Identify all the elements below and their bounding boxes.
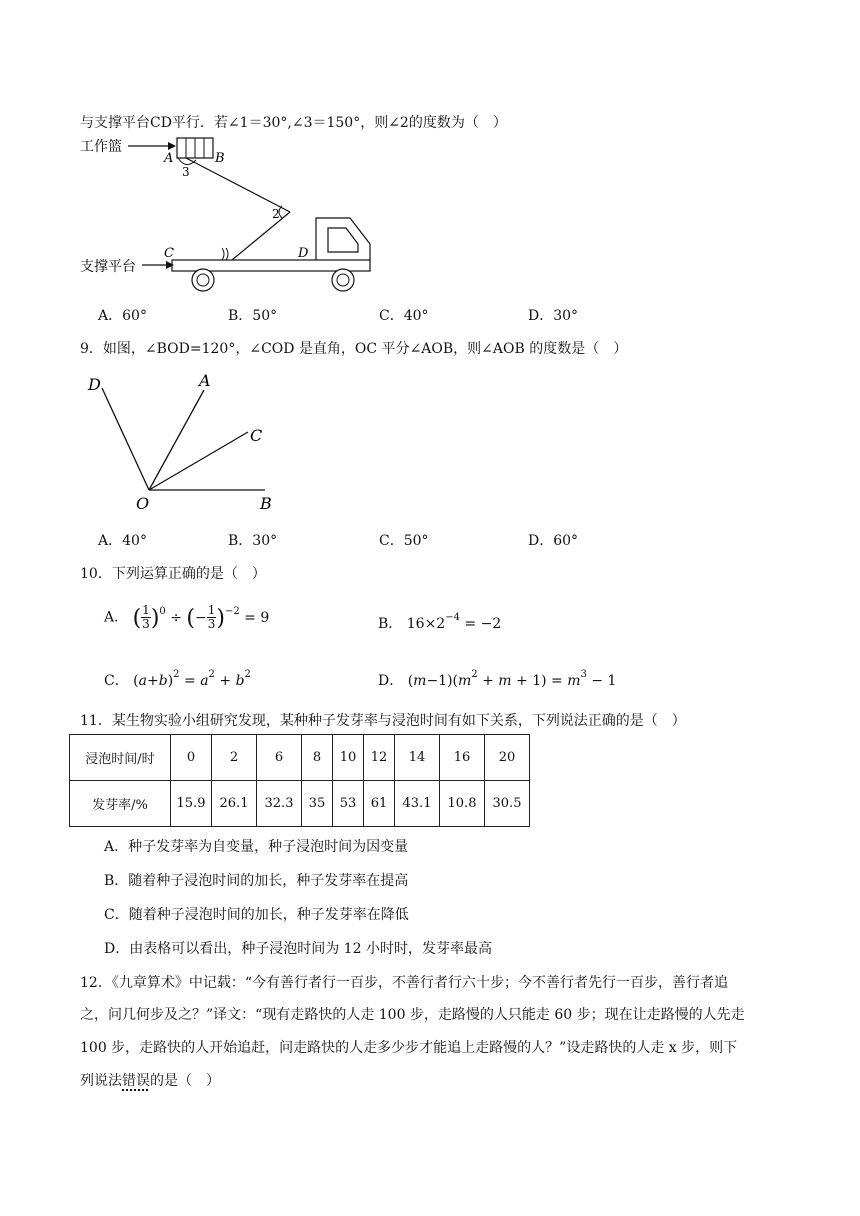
angle-2: 2 <box>272 207 280 221</box>
q8-option-D-letter: D． <box>528 308 554 324</box>
table-cell: 8 <box>302 735 333 781</box>
table-header-cell: 浸泡时间/时 <box>70 735 171 781</box>
table-cell: 6 <box>257 735 302 781</box>
q9-option-B-letter: B． <box>228 533 253 549</box>
q10-option-B-expr: $16\times 2^{-4} = -2$ <box>406 612 502 632</box>
table-cell: 30.5 <box>485 781 530 827</box>
q10-option-D-letter: D． <box>378 673 404 689</box>
q12-line-4 <box>80 1070 220 1090</box>
table-cell: 61 <box>364 781 395 827</box>
q11-stem: 11．某生物实验小组研究发现，某种种子发芽率与浸泡时间有如下关系，下列说法正确的是（ ） <box>80 713 686 729</box>
table-row <box>70 735 530 781</box>
point-C: C <box>164 246 174 261</box>
q10-option-A-letter: A． <box>104 609 129 626</box>
point-A: A <box>164 151 174 166</box>
q10-option-D <box>378 669 616 690</box>
q10-option-B-letter: B． <box>378 616 403 632</box>
table-cell: 26.1 <box>212 781 257 827</box>
q12-line-1: 12．《九章算术》中记载：“今有善行者行一百步，不善行者行六十步；今不善行者先行一百步，善行者追 <box>80 975 728 991</box>
q8-option-C-letter: C． <box>379 308 404 324</box>
q12-emphasis-wrong: 错误 <box>122 1073 150 1089</box>
q11-option-D: D．由表格可以看出，种子浸泡时间为 12 小时时，发芽率最高 <box>104 941 492 957</box>
table-row <box>70 781 530 827</box>
table-cell: 35 <box>302 781 333 827</box>
q9-option-C-value: 50° <box>403 533 429 549</box>
q8-option-C-value: 40° <box>403 308 429 324</box>
table-cell: 32.3 <box>257 781 302 827</box>
q8-option-B-value: 50° <box>252 308 278 324</box>
table-cell: 2 <box>212 735 257 781</box>
q12-line-2: 之，问几何步及之？”译文：“现有走路快的人走 100 步，走路慢的人只能走 60 步；现在让走路慢的人先走 <box>80 1007 745 1023</box>
q11-option-A: A．种子发芽率为自变量，种子浸泡时间为因变量 <box>104 839 409 855</box>
table-cell: 53 <box>333 781 364 827</box>
q11-option-C: C．随着种子浸泡时间的加长，种子发芽率在降低 <box>104 907 409 923</box>
q11-option-B: B．随着种子浸泡时间的加长，种子发芽率在提高 <box>104 873 409 889</box>
q10-option-C <box>104 669 251 690</box>
point-O: O <box>136 494 150 513</box>
table-cell: 20 <box>485 735 530 781</box>
table-cell: 10.8 <box>440 781 485 827</box>
q10-option-C-expr: $(a+b)^2 = a^2 + b^2$ <box>133 669 251 689</box>
q10-option-A <box>104 604 269 644</box>
point-D: D <box>298 246 309 261</box>
point-D: D <box>88 375 101 394</box>
label-platform: 支撑平台 <box>80 259 136 275</box>
point-C: C <box>250 426 263 445</box>
table-cell: 10 <box>333 735 364 781</box>
label-basket: 工作篮 <box>80 140 122 155</box>
q8-option-B-letter: B． <box>228 308 253 324</box>
q8-stem: 与支撑平台CD平行．若∠1＝30°,∠3＝150°，则∠2的度数为（ ） <box>80 115 507 131</box>
q12-line-3: 100 步，走路快的人开始追赶，问走路快的人走多少步才能追上走路慢的人？”设走路快的人走 x 步，则下 <box>80 1040 738 1056</box>
point-B: B <box>260 494 272 513</box>
q10-option-D-expr: $(m-1)(m^2 + m + 1) = m^3 - 1$ <box>407 669 617 689</box>
q8-option-A-value: 60° <box>122 308 147 324</box>
q9-figure <box>80 368 300 518</box>
q10-option-B <box>378 612 501 633</box>
angle-3: 3 <box>182 165 190 179</box>
q10-option-A-expr: ( $\frac{1}{3}$ )$^0$ ÷ (− $\frac{1}{3}$ )$^{-2}$ = 9 <box>132 603 270 631</box>
q9-option-B-value: 30° <box>252 533 278 549</box>
table-cell: 43.1 <box>395 781 440 827</box>
q8-figure <box>76 134 396 294</box>
q8-option-D-value: 30° <box>553 308 579 324</box>
q9-option-C-letter: C． <box>379 533 404 549</box>
q9-stem: 9．如图，∠BOD=120°，∠COD 是直角，OC 平分∠AOB，则∠AOB 的度数是（ ） <box>80 341 628 357</box>
q11-data-table <box>69 734 530 827</box>
q9-option-D-value: 60° <box>553 533 579 549</box>
point-A: A <box>199 371 211 390</box>
q10-stem: 10．下列运算正确的是（ ） <box>80 566 266 582</box>
q12-line-4-prefix: 列说法 <box>80 1073 122 1089</box>
q12-line-4-suffix: 的是（ ） <box>150 1073 220 1089</box>
table-cell: 12 <box>364 735 395 781</box>
q9-option-A-letter: A． <box>98 533 123 549</box>
q8-option-A-letter: A． <box>98 308 123 324</box>
q9-option-D-letter: D． <box>528 533 554 549</box>
table-cell: 16 <box>440 735 485 781</box>
q9-option-A-value: 40° <box>122 533 147 549</box>
point-B: B <box>215 151 225 166</box>
table-cell: 15.9 <box>171 781 212 827</box>
q10-option-C-letter: C． <box>104 673 129 689</box>
table-cell: 14 <box>395 735 440 781</box>
table-header-cell: 发芽率/% <box>70 781 171 827</box>
table-cell: 0 <box>171 735 212 781</box>
